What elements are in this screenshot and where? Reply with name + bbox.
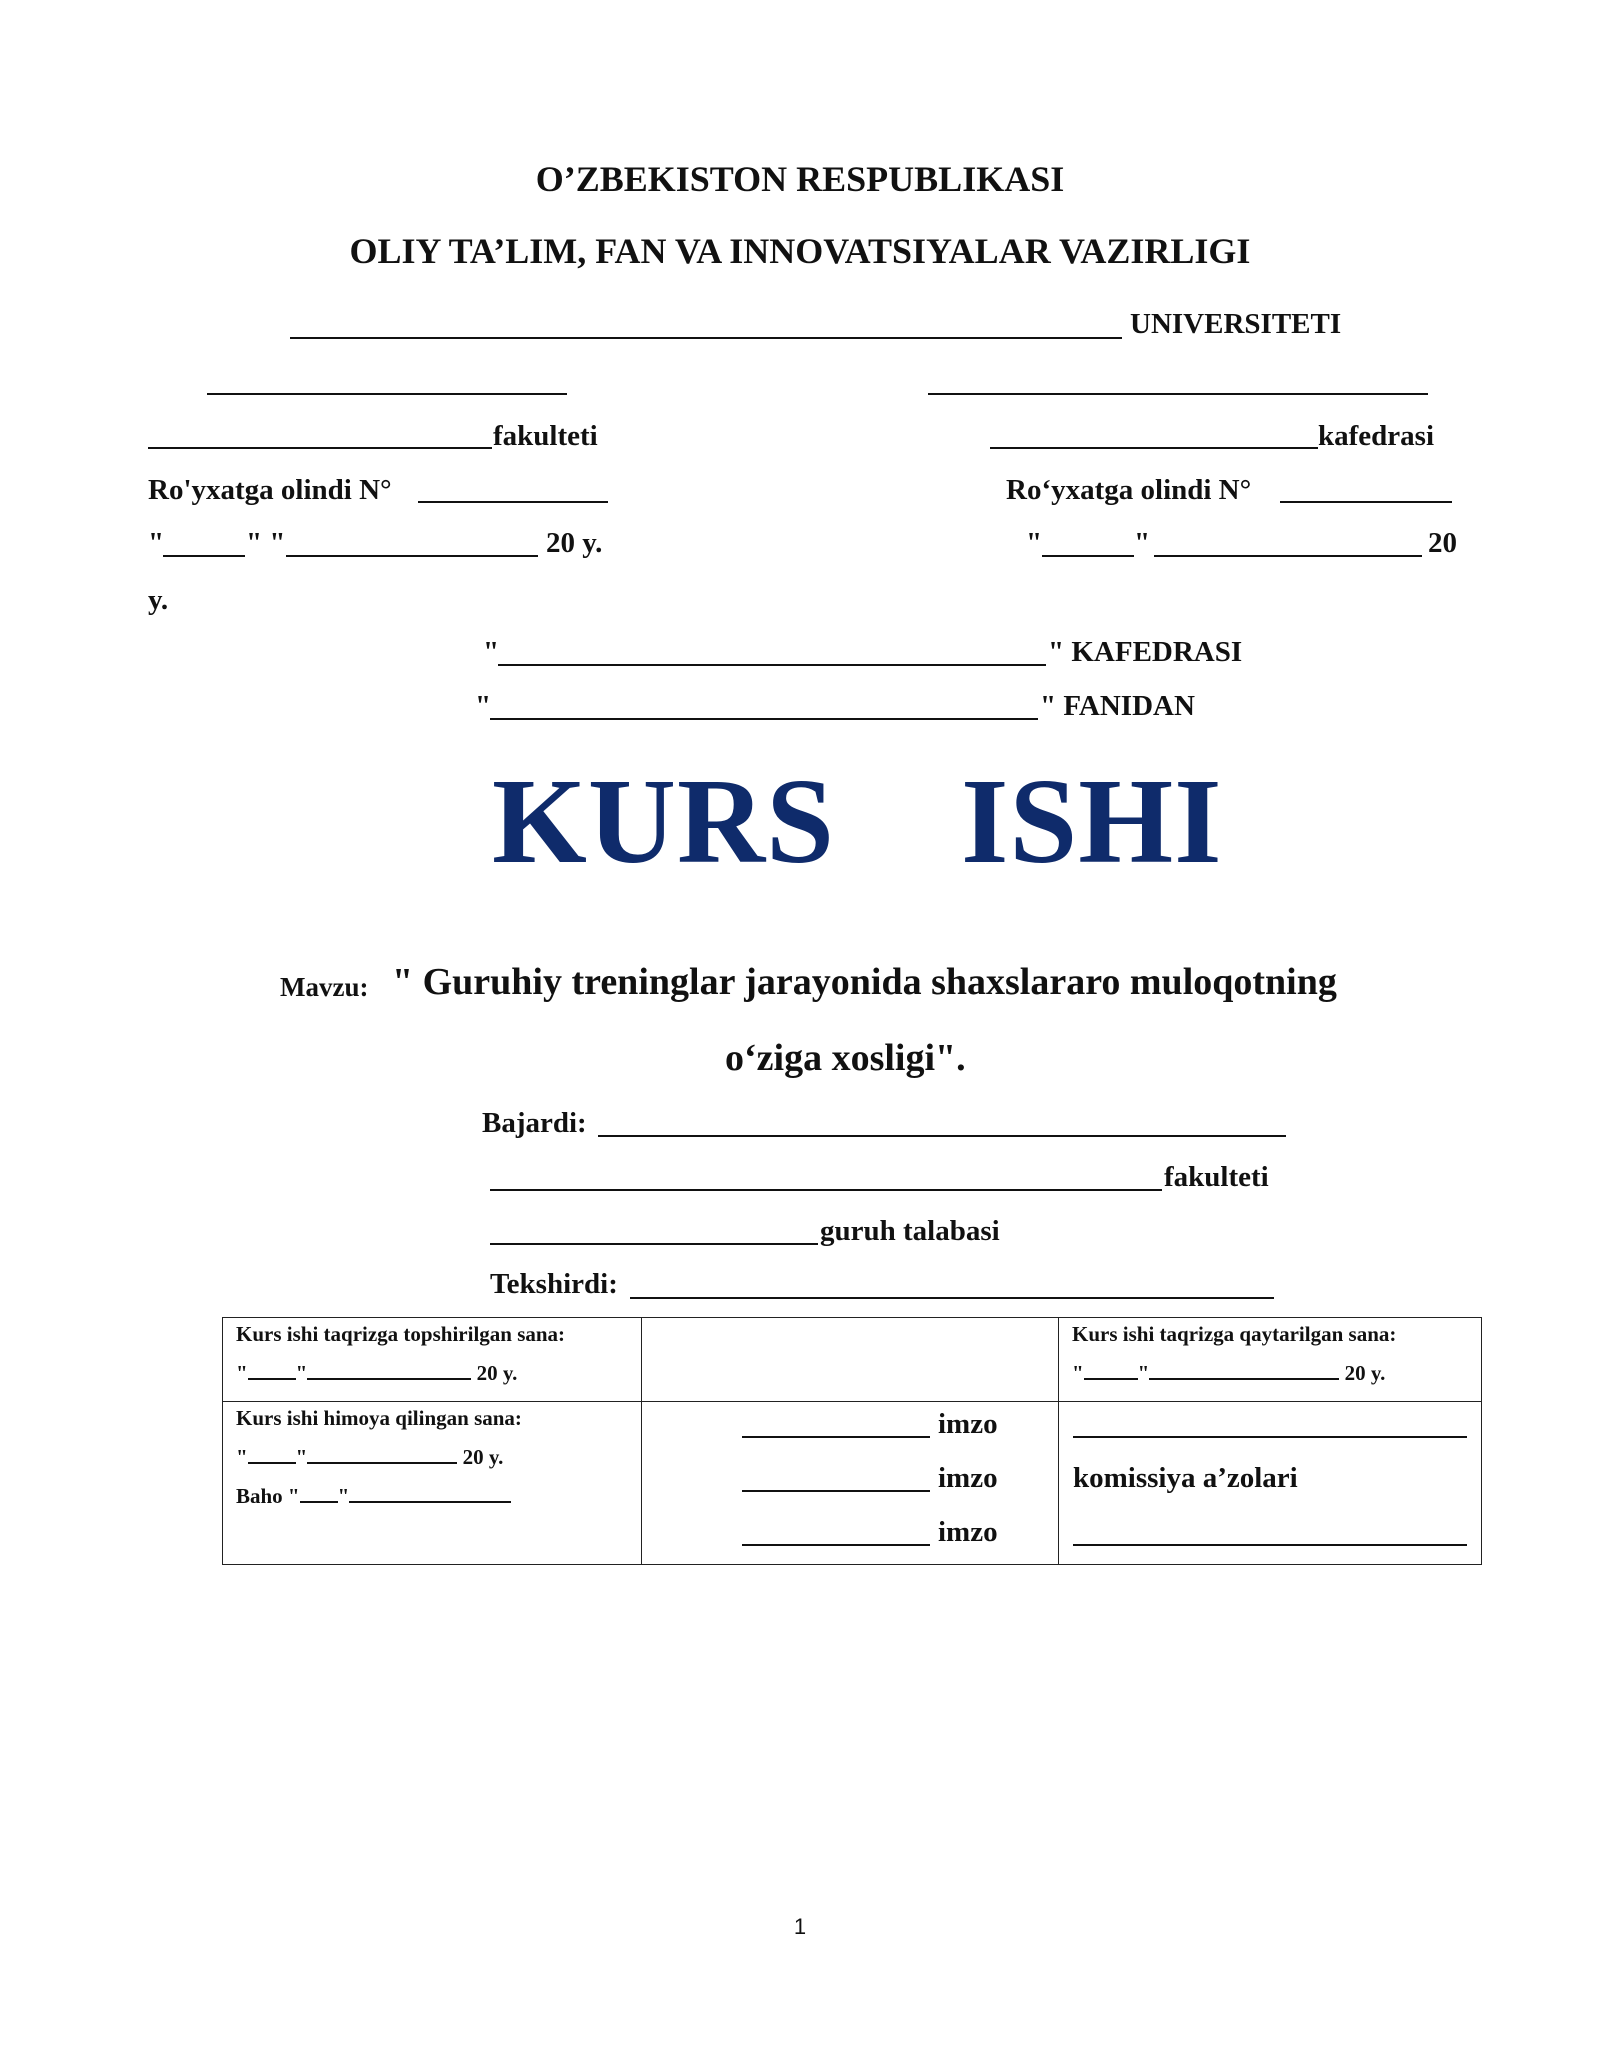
student-faculty-label: fakulteti — [1164, 1161, 1269, 1193]
defended-cell — [223, 1402, 642, 1565]
commission-label: komissiya a’zolari — [1073, 1462, 1298, 1494]
grade-row — [236, 1480, 522, 1509]
faculty-name-blank — [148, 447, 492, 449]
left-registration-number-blank — [418, 501, 608, 503]
submitted-quote-open: " — [236, 1361, 248, 1385]
department-blank — [498, 664, 1046, 666]
returned-quote-close: " — [1137, 1361, 1150, 1385]
commission-member-1-blank — [1073, 1436, 1467, 1438]
right-registration-label: Ro‘yxatga olindi N° — [1006, 474, 1252, 506]
right-header-blank — [928, 393, 1428, 395]
ministry-country: O’ZBEKISTON RESPUBLIKASI — [535, 159, 1065, 199]
right-date-quote-open: " — [1026, 527, 1043, 559]
right-date-quote-mid: " — [1134, 527, 1151, 559]
defended-date-row — [236, 1441, 522, 1470]
returned-date-row — [1072, 1357, 1396, 1386]
performed-by-blank — [598, 1135, 1286, 1137]
defended-label: Kurs ishi himoya qilingan sana: — [236, 1406, 522, 1430]
middle-top-cell — [642, 1318, 1059, 1402]
left-date-year: 20 y. — [546, 527, 603, 559]
university-name-blank — [290, 337, 1122, 339]
student-group-blank — [490, 1243, 818, 1245]
topic-line-2: o‘ziga xosligi". — [725, 1037, 966, 1079]
submitted-cell — [223, 1318, 642, 1402]
grade-quote-close: " — [337, 1484, 350, 1508]
university-label: UNIVERSITETI — [1130, 308, 1342, 340]
left-date-day-blank — [163, 555, 245, 557]
subject-title: " FANIDAN — [1040, 690, 1195, 722]
department-label: kafedrasi — [1318, 420, 1434, 452]
subject-open-quote: " — [475, 690, 492, 722]
submitted-quote-close: " — [295, 1361, 308, 1385]
returned-year: 20 y. — [1344, 1361, 1386, 1385]
signature-2-blank — [742, 1490, 930, 1492]
student-faculty-blank — [490, 1189, 1162, 1191]
submitted-date-row — [236, 1357, 565, 1386]
right-date-month-blank — [1154, 555, 1422, 557]
defended-month-blank — [307, 1441, 457, 1464]
commission-member-2-blank — [1073, 1544, 1467, 1546]
review-table — [222, 1317, 1482, 1565]
page-number: 1 — [793, 1914, 807, 1939]
document-title: KURS ISHI — [492, 754, 1223, 889]
right-registration-number-blank — [1280, 501, 1452, 503]
left-date-quote-mid: " " — [246, 527, 286, 559]
signatures-cell — [642, 1402, 1059, 1565]
left-date-month-blank — [286, 555, 538, 557]
signature-2-label: imzo — [938, 1462, 998, 1494]
faculty-label: fakulteti — [493, 420, 598, 452]
returned-label: Kurs ishi taqrizga qaytarilgan sana: — [1072, 1322, 1397, 1346]
commission-cell — [1059, 1402, 1482, 1565]
topic-label: Mavzu: — [280, 972, 369, 1002]
submitted-day-blank — [248, 1357, 296, 1380]
grade-label: Baho " — [236, 1484, 300, 1508]
checked-by-label: Tekshirdi: — [490, 1268, 618, 1300]
subject-blank — [490, 718, 1038, 720]
right-date-year-wrap: y. — [148, 584, 169, 616]
signature-1-label: imzo — [938, 1408, 998, 1440]
right-date-day-blank — [1042, 555, 1134, 557]
performed-by-label: Bajardi: — [482, 1107, 587, 1139]
ministry-name: OLIY TA’LIM, FAN VA INNOVATSIYALAR VAZIRLIGI — [349, 231, 1251, 271]
returned-quote-open: " — [1072, 1361, 1084, 1385]
submitted-year: 20 y. — [476, 1361, 518, 1385]
department-name-blank — [990, 447, 1318, 449]
submitted-month-blank — [307, 1357, 471, 1380]
returned-day-blank — [1084, 1357, 1138, 1380]
returned-month-blank — [1149, 1357, 1339, 1380]
returned-cell — [1059, 1318, 1482, 1402]
left-date-quote-open: " — [148, 527, 165, 559]
topic-line-1: " Guruhiy treninglar jarayonida shaxslararo muloqotning — [392, 961, 1337, 1003]
defended-day-blank — [248, 1441, 296, 1464]
defended-year: 20 y. — [462, 1445, 504, 1469]
signature-3-blank — [742, 1544, 930, 1546]
defended-quote-close: " — [295, 1445, 308, 1469]
department-open-quote: " — [483, 636, 500, 668]
department-title: " KAFEDRASI — [1048, 636, 1243, 668]
left-registration-label: Ro'yxatga olindi N° — [148, 474, 392, 506]
left-header-blank — [207, 393, 567, 395]
submitted-label: Kurs ishi taqrizga topshirilgan sana: — [236, 1322, 566, 1346]
defended-quote-open: " — [236, 1445, 248, 1469]
grade-number-blank — [300, 1480, 338, 1503]
student-group-label: guruh talabasi — [820, 1215, 1000, 1247]
checked-by-blank — [630, 1297, 1274, 1299]
signature-1-blank — [742, 1436, 930, 1438]
signature-3-label: imzo — [938, 1516, 998, 1548]
grade-word-blank — [349, 1480, 511, 1503]
right-date-year: 20 — [1428, 527, 1457, 559]
